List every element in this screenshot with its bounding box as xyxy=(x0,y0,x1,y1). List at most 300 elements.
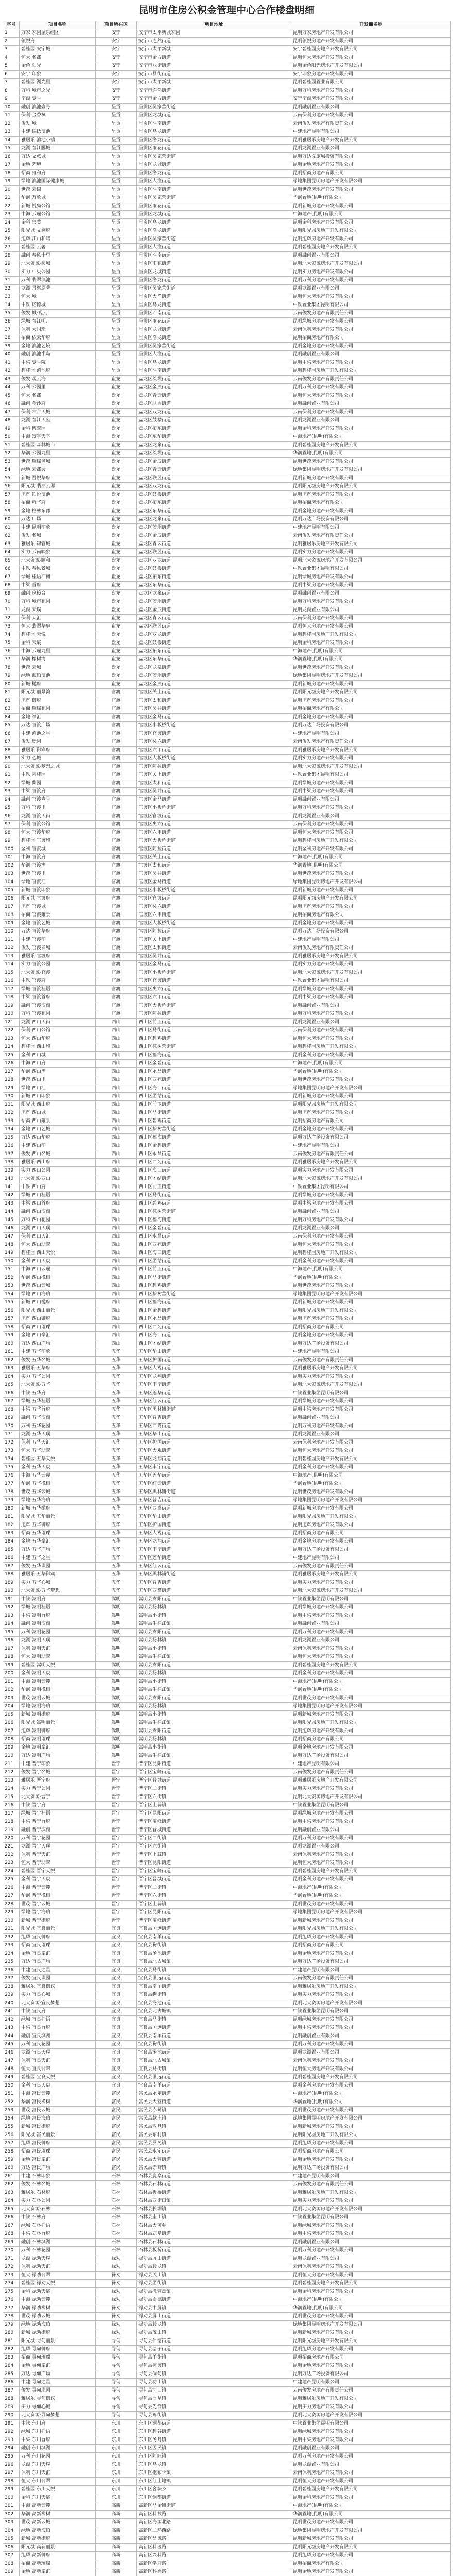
cell-serial: 61 xyxy=(3,524,20,532)
cell-serial: 119 xyxy=(3,1002,20,1010)
cell-project-name: 保利·天汇 xyxy=(20,615,96,623)
table-row xyxy=(3,310,451,318)
cell-developer: 中铁置业集团昆明有限公司 xyxy=(291,977,451,986)
cell-developer: 昆明恒大房地产开发有限公司 xyxy=(291,1653,451,1662)
cell-address: 五华区丰宁街道 xyxy=(137,1546,291,1554)
cell-serial: 40 xyxy=(3,351,20,359)
cell-serial: 208 xyxy=(3,1736,20,1744)
cell-address: 高新区兴科路 xyxy=(137,2552,291,2560)
cell-developer: 中建地产昆明有限公司 xyxy=(291,1760,451,1769)
table-row xyxy=(3,2164,451,2173)
table-row xyxy=(3,1678,451,1686)
cell-address: 宜良县马街镇 xyxy=(137,2016,291,2024)
table-row xyxy=(3,2445,451,2453)
cell-project-name: 绿地·富民海珀 xyxy=(20,2115,96,2123)
cell-serial: 194 xyxy=(3,1620,20,1629)
cell-address: 官渡区关上街道 xyxy=(137,689,291,697)
cell-serial: 224 xyxy=(3,1868,20,1876)
cell-address: 宜良县汤池街道 xyxy=(137,1950,291,1958)
cell-district: 高新 xyxy=(96,2552,137,2560)
cell-district: 西山 xyxy=(96,1068,137,1076)
cell-district: 盘龙 xyxy=(96,507,137,516)
cell-serial: 244 xyxy=(3,2032,20,2041)
table-row xyxy=(3,1999,451,2008)
cell-address: 富民县大营街道 xyxy=(137,2156,291,2164)
cell-developer: 昆明招商房地产有限公司 xyxy=(291,1530,451,1538)
cell-address: 盘龙区金辰街道 xyxy=(137,458,291,466)
table-row xyxy=(3,1117,451,1126)
cell-serial: 115 xyxy=(3,969,20,977)
cell-developer: 昆明恒大房地产开发有限公司 xyxy=(291,54,451,62)
cell-serial: 10 xyxy=(3,104,20,112)
table-row xyxy=(3,714,451,722)
table-row xyxy=(3,1340,451,1348)
cell-project-name: 金地·西山艺城 xyxy=(20,1126,96,1134)
cell-serial: 223 xyxy=(3,1859,20,1868)
cell-address: 嵩明县小街镇 xyxy=(137,1711,291,1719)
cell-serial: 246 xyxy=(3,2049,20,2057)
table-row xyxy=(3,268,451,277)
cell-project-name: 恒大·五华翡翠 xyxy=(20,1447,96,1455)
cell-developer: 昆明碧桂园房地产开发有限公司 xyxy=(291,1043,451,1052)
cell-address: 官渡区官渡街道 xyxy=(137,895,291,903)
cell-district: 呈贡 xyxy=(96,235,137,244)
cell-project-name: 龙湖·官渡天街 xyxy=(20,812,96,821)
cell-serial: 156 xyxy=(3,1307,20,1315)
cell-district: 寻甸 xyxy=(96,2362,137,2370)
table-row xyxy=(3,2107,451,2115)
cell-developer: 昆明阳光城房地产开发有限公司 xyxy=(291,1307,451,1315)
cell-address: 寻甸县河口镇 xyxy=(137,2387,291,2395)
cell-address: 官渡区太和街道 xyxy=(137,697,291,705)
cell-address: 五华区西翥街道 xyxy=(137,1505,291,1513)
table-row xyxy=(3,2098,451,2107)
cell-district: 禄劝 xyxy=(96,2329,137,2337)
cell-district: 晋宁 xyxy=(96,1760,137,1769)
cell-serial: 133 xyxy=(3,1117,20,1126)
cell-serial: 277 xyxy=(3,2304,20,2313)
cell-developer: 昆明世茂房地产开发有限公司 xyxy=(291,1282,451,1291)
cell-district: 安宁 xyxy=(96,29,137,38)
cell-address: 呈贡区乌龙街道 xyxy=(137,301,291,310)
cell-district: 富民 xyxy=(96,2156,137,2164)
cell-project-name: 恒大·名都 xyxy=(20,392,96,400)
cell-address: 盘龙区东华街道 xyxy=(137,582,291,590)
cell-address: 东川区因民镇 xyxy=(137,2445,291,2453)
cell-serial: 135 xyxy=(3,1134,20,1142)
cell-serial: 120 xyxy=(3,1010,20,1019)
cell-address: 嵩明县嵩阳街道 xyxy=(137,1694,291,1703)
cell-project-name: 融创·滇池半岛 xyxy=(20,351,96,359)
cell-address: 寻甸县功山镇 xyxy=(137,2379,291,2387)
table-row xyxy=(3,953,451,961)
table-row xyxy=(3,845,451,854)
cell-developer: 昆明招商房地产有限公司 xyxy=(291,499,451,507)
cell-district: 盘龙 xyxy=(96,458,137,466)
cell-developer: 昆明阳光城房地产开发有限公司 xyxy=(291,2131,451,2140)
cell-district: 呈贡 xyxy=(96,326,137,334)
cell-developer: 昆明万达广场投资有限公司 xyxy=(291,2370,451,2379)
cell-district: 官渡 xyxy=(96,953,137,961)
cell-serial: 295 xyxy=(3,2453,20,2461)
cell-serial: 47 xyxy=(3,409,20,417)
table-row xyxy=(3,1398,451,1406)
cell-developer: 昆明阳光城房地产开发有限公司 xyxy=(291,483,451,491)
cell-developer: 中海地产(昆明)有限公司 xyxy=(291,854,451,862)
cell-developer: 昆明碧桂园房地产开发有限公司 xyxy=(291,2074,451,2082)
cell-serial: 299 xyxy=(3,2486,20,2494)
cell-address: 盘龙区拓东街道 xyxy=(137,499,291,507)
cell-address: 五华区丰宁街道 xyxy=(137,1464,291,1472)
table-row xyxy=(3,779,451,788)
cell-project-name: 华润·高新橡树 xyxy=(20,2511,96,2519)
cell-serial: 97 xyxy=(3,821,20,829)
cell-serial: 65 xyxy=(3,557,20,565)
cell-district: 晋宁 xyxy=(96,1802,137,1810)
cell-serial: 149 xyxy=(3,1249,20,1258)
cell-address: 高新区海源北路 xyxy=(137,2519,291,2527)
cell-district: 呈贡 xyxy=(96,334,137,343)
cell-address: 石林县圭山镇 xyxy=(137,2214,291,2222)
cell-project-name: 雅居乐·五华府 xyxy=(20,1365,96,1373)
cell-project-name: 新城·五华樾府 xyxy=(20,1505,96,1513)
cell-developer: 昆明北大资源房地产开发有限公司 xyxy=(291,557,451,565)
cell-serial: 217 xyxy=(3,1810,20,1818)
cell-serial: 177 xyxy=(3,1480,20,1488)
cell-district: 官渡 xyxy=(96,977,137,986)
cell-address: 官渡区六甲街道 xyxy=(137,829,291,837)
cell-address: 宜良县南羊街道 xyxy=(137,1983,291,1991)
table-row xyxy=(3,1620,451,1629)
cell-district: 呈贡 xyxy=(96,367,137,376)
cell-district: 盘龙 xyxy=(96,483,137,491)
cell-project-name: 绿地·官渡汇 xyxy=(20,878,96,887)
cell-district: 呈贡 xyxy=(96,170,137,178)
cell-serial: 17 xyxy=(3,161,20,170)
cell-serial: 66 xyxy=(3,565,20,573)
cell-project-name: 万达·文旅城 xyxy=(20,153,96,161)
table-row xyxy=(3,936,451,944)
cell-developer: 昆明金色阳光房地产开发有限公司 xyxy=(291,62,451,71)
cell-district: 宜良 xyxy=(96,2049,137,2057)
cell-address: 晋宁区上蒜镇 xyxy=(137,1802,291,1810)
cell-serial: 171 xyxy=(3,1431,20,1439)
cell-address: 西山区金碧街道 xyxy=(137,1307,291,1315)
cell-developer: 昆明龙湖置业有限公司 xyxy=(291,2255,451,2263)
table-row xyxy=(3,1727,451,1736)
cell-developer: 昆明北大资源房地产开发有限公司 xyxy=(291,260,451,268)
table-row xyxy=(3,862,451,870)
cell-project-name: 碧桂园·森林城市 xyxy=(20,442,96,450)
cell-project-name: 中建·滇池之星 xyxy=(20,730,96,738)
cell-serial: 254 xyxy=(3,2115,20,2123)
cell-developer: 昆明龙湖置业有限公司 xyxy=(291,2461,451,2469)
cell-address: 安宁市金方街道 xyxy=(137,95,291,104)
cell-serial: 264 xyxy=(3,2197,20,2206)
cell-address: 西山区碧鸡街道 xyxy=(137,1200,291,1208)
cell-project-name: 中铁·春风景城 xyxy=(20,565,96,573)
cell-serial: 126 xyxy=(3,1060,20,1068)
cell-district: 东川 xyxy=(96,2453,137,2461)
cell-district: 石林 xyxy=(96,2173,137,2181)
cell-developer: 昆明北大资源房地产开发有限公司 xyxy=(291,1381,451,1389)
cell-developer: 昆明万科房地产开发有限公司 xyxy=(291,2247,451,2255)
cell-developer: 昆明中梁房地产开发有限公司 xyxy=(291,359,451,367)
table-row xyxy=(3,1167,451,1175)
cell-district: 官渡 xyxy=(96,870,137,878)
cell-serial: 18 xyxy=(3,170,20,178)
cell-developer: 昆明金地房地产开发有限公司 xyxy=(291,920,451,928)
cell-serial: 215 xyxy=(3,1793,20,1802)
cell-district: 盘龙 xyxy=(96,474,137,483)
cell-project-name: 恒大·名都 xyxy=(20,54,96,62)
table-row xyxy=(3,1315,451,1324)
cell-project-name: 绿城·官渡桂语 xyxy=(20,986,96,994)
cell-address: 西山区海口街道 xyxy=(137,1084,291,1093)
table-row xyxy=(3,235,451,244)
cell-address: 官渡区小板桥街道 xyxy=(137,722,291,730)
cell-serial: 48 xyxy=(3,417,20,425)
cell-address: 西山区马街街道 xyxy=(137,1274,291,1282)
cell-district: 嵩明 xyxy=(96,1744,137,1752)
table-row xyxy=(3,656,451,664)
cell-address: 晋宁区晋城街道 xyxy=(137,1876,291,1884)
cell-address: 嵩明县嵩阳街道 xyxy=(137,1727,291,1736)
cell-district: 官渡 xyxy=(96,878,137,887)
cell-serial: 176 xyxy=(3,1472,20,1480)
cell-district: 石林 xyxy=(96,2222,137,2230)
cell-serial: 270 xyxy=(3,2247,20,2255)
cell-district: 晋宁 xyxy=(96,1901,137,1909)
cell-project-name: 中海·嵩明云麓 xyxy=(20,1678,96,1686)
cell-developer: 昆明阳光城房地产开发有限公司 xyxy=(291,895,451,903)
cell-developer: 昆明金地房地产开发有限公司 xyxy=(291,507,451,516)
table-row xyxy=(3,2337,451,2346)
cell-project-name: 雅居乐·锦官城 xyxy=(20,540,96,549)
cell-district: 寻甸 xyxy=(96,2387,137,2395)
table-row xyxy=(3,2263,451,2272)
cell-project-name: 龙湖·西山天街 xyxy=(20,1019,96,1027)
table-row xyxy=(3,252,451,260)
cell-project-name: 万达·宜良广场 xyxy=(20,1958,96,1967)
cell-district: 西山 xyxy=(96,1299,137,1307)
cell-address: 石林县长湖镇 xyxy=(137,2206,291,2214)
cell-address: 官渡区六甲街道 xyxy=(137,911,291,920)
cell-address: 盘龙区龙泉街道 xyxy=(137,590,291,598)
cell-address: 五华区西翥街道 xyxy=(137,1587,291,1596)
cell-project-name: 保利·五华天汇 xyxy=(20,1439,96,1447)
table-row xyxy=(3,2032,451,2041)
cell-address: 官渡区官渡街道 xyxy=(137,977,291,986)
table-row xyxy=(3,854,451,862)
cell-district: 官渡 xyxy=(96,689,137,697)
cell-address: 盘龙区金辰街道 xyxy=(137,681,291,689)
cell-district: 东川 xyxy=(96,2428,137,2436)
cell-developer: 昆明恒大房地产开发有限公司 xyxy=(291,2272,451,2280)
cell-serial: 241 xyxy=(3,2008,20,2016)
cell-serial: 229 xyxy=(3,1909,20,1917)
cell-serial: 165 xyxy=(3,1381,20,1389)
cell-project-name: 碧桂园·禄劝天悦 xyxy=(20,2280,96,2288)
cell-district: 官渡 xyxy=(96,763,137,771)
cell-developer: 云南俊发房地产有限责任公司 xyxy=(291,1769,451,1777)
cell-serial: 31 xyxy=(3,277,20,285)
cell-address: 呈贡区乌龙街道 xyxy=(137,359,291,367)
cell-developer: 昆明碧桂园房地产开发有限公司 xyxy=(291,1455,451,1464)
cell-developer: 昆明旭辉房地产开发有限公司 xyxy=(291,2346,451,2354)
cell-address: 晋宁区六街镇 xyxy=(137,1843,291,1851)
cell-district: 盘龙 xyxy=(96,598,137,606)
cell-district: 嵩明 xyxy=(96,1637,137,1645)
cell-project-name: 万达·西山华府 xyxy=(20,1134,96,1142)
cell-developer: 昆明融创置业有限公司 xyxy=(291,104,451,112)
cell-project-name: 俊发·城 xyxy=(20,120,96,128)
cell-developer: 昆明恒大房地产开发有限公司 xyxy=(291,1447,451,1455)
cell-project-name: 碧桂园·东川天悦 xyxy=(20,2486,96,2494)
cell-address: 西山区马街街道 xyxy=(137,1027,291,1035)
table-row xyxy=(3,961,451,969)
cell-address: 禄劝县中屏镇 xyxy=(137,2304,291,2313)
cell-address: 官渡区大板桥街道 xyxy=(137,837,291,845)
cell-serial: 205 xyxy=(3,1711,20,1719)
cell-district: 盘龙 xyxy=(96,392,137,400)
cell-project-name: 金地·高新峯汇 xyxy=(20,2568,96,2576)
cell-project-name: 华润·公园九里 xyxy=(20,450,96,458)
cell-serial: 98 xyxy=(3,829,20,837)
cell-serial: 127 xyxy=(3,1068,20,1076)
table-row xyxy=(3,2041,451,2049)
cell-serial: 91 xyxy=(3,771,20,779)
cell-developer: 昆明阳光城房地产开发有限公司 xyxy=(291,1513,451,1521)
cell-district: 官渡 xyxy=(96,911,137,920)
table-row xyxy=(3,549,451,557)
cell-project-name: 绿地·高新海珀 xyxy=(20,2527,96,2535)
cell-developer: 昆明万达广场投资有限公司 xyxy=(291,1134,451,1142)
cell-address: 盘龙区东华街道 xyxy=(137,433,291,442)
cell-developer: 昆明世茂房地产开发有限公司 xyxy=(291,1694,451,1703)
cell-address: 禄劝县茂山镇 xyxy=(137,2329,291,2337)
table-row xyxy=(3,2197,451,2206)
cell-address: 盘龙区联盟街道 xyxy=(137,623,291,631)
cell-project-name: 新城·悦隽公馆 xyxy=(20,202,96,211)
cell-developer: 中建地产昆明有限公司 xyxy=(291,2379,451,2387)
table-row xyxy=(3,1777,451,1785)
cell-address: 禄劝县转龙镇 xyxy=(137,2263,291,2272)
cell-district: 宜良 xyxy=(96,2032,137,2041)
table-row xyxy=(3,1216,451,1225)
table-row xyxy=(3,499,451,507)
cell-project-name: 中梁·首府 xyxy=(20,582,96,590)
table-row xyxy=(3,128,451,137)
cell-project-name: 金科·西山天宸 xyxy=(20,1258,96,1266)
cell-project-name: 俊发·官渡名城 xyxy=(20,944,96,953)
cell-district: 呈贡 xyxy=(96,128,137,137)
cell-serial: 2 xyxy=(3,38,20,46)
cell-project-name: 中铁·五华府 xyxy=(20,1389,96,1398)
cell-project-name: 北大资源·晋宁 xyxy=(20,1793,96,1802)
cell-serial: 188 xyxy=(3,1571,20,1579)
table-row xyxy=(3,730,451,738)
table-row xyxy=(3,1200,451,1208)
table-row xyxy=(3,573,451,582)
cell-district: 五华 xyxy=(96,1513,137,1521)
cell-serial: 55 xyxy=(3,474,20,483)
cell-project-name: 世茂·五华云城 xyxy=(20,1488,96,1497)
table-row xyxy=(3,1967,451,1975)
cell-address: 西山区福海街道 xyxy=(137,1134,291,1142)
cell-project-name: 华润·西山橡树 xyxy=(20,1274,96,1282)
table-row xyxy=(3,450,451,458)
cell-serial: 110 xyxy=(3,928,20,936)
cell-project-name: 金科·天宸 xyxy=(20,639,96,648)
cell-project-name: 阳光城·西山丽景 xyxy=(20,1307,96,1315)
cell-address: 五华区护国街道 xyxy=(137,1521,291,1530)
cell-address: 晋宁区昆阳街道 xyxy=(137,1909,291,1917)
cell-developer: 昆明融创置业有限公司 xyxy=(291,1414,451,1422)
cell-serial: 296 xyxy=(3,2461,20,2469)
cell-district: 官渡 xyxy=(96,747,137,755)
cell-project-name: 中海·云麓九里 xyxy=(20,648,96,656)
cell-district: 高新 xyxy=(96,2544,137,2552)
table-row xyxy=(3,1884,451,1892)
table-row xyxy=(3,1291,451,1299)
table-row xyxy=(3,1876,451,1884)
cell-address: 嵩明县牛栏江镇 xyxy=(137,1620,291,1629)
cell-project-name: 俊发·五华名城 xyxy=(20,1357,96,1365)
table-row xyxy=(3,1324,451,1332)
cell-district: 盘龙 xyxy=(96,664,137,672)
table-row xyxy=(3,1579,451,1587)
table-row xyxy=(3,1629,451,1637)
cell-serial: 213 xyxy=(3,1777,20,1785)
cell-project-name: 绿地·嵩明海珀 xyxy=(20,1703,96,1711)
table-row xyxy=(3,1258,451,1266)
cell-developer: 昆明旭辉房地产开发有限公司 xyxy=(291,903,451,911)
cell-address: 宜良县狗街镇 xyxy=(137,2041,291,2049)
table-row xyxy=(3,557,451,565)
cell-address: 晋宁区晋城街道 xyxy=(137,1777,291,1785)
cell-developer: 昆明阳光城房地产开发有限公司 xyxy=(291,1925,451,1934)
cell-developer: 中铁置业集团昆明有限公司 xyxy=(291,2008,451,2016)
cell-project-name: 绿城·春江明月 xyxy=(20,318,96,326)
cell-developer: 昆明中梁房地产开发有限公司 xyxy=(291,1200,451,1208)
cell-address: 五华区华山街道 xyxy=(137,1348,291,1357)
cell-project-name: 华润·橡树湾 xyxy=(20,656,96,664)
cell-district: 五华 xyxy=(96,1373,137,1381)
table-row xyxy=(3,2008,451,2016)
cell-developer: 中海地产(昆明)有限公司 xyxy=(291,1060,451,1068)
table-row xyxy=(3,2469,451,2478)
cell-developer: 昆明新城房地产开发有限公司 xyxy=(291,1299,451,1307)
cell-district: 寻甸 xyxy=(96,2346,137,2354)
cell-developer: 昆明龙湖置业有限公司 xyxy=(291,1019,451,1027)
cell-address: 晋宁区昆阳街道 xyxy=(137,1810,291,1818)
cell-district: 五华 xyxy=(96,1439,137,1447)
cell-project-name: 实力·晋宁公园 xyxy=(20,1785,96,1793)
cell-serial: 228 xyxy=(3,1901,20,1909)
cell-developer: 昆明北大资源房地产开发有限公司 xyxy=(291,2412,451,2420)
table-row xyxy=(3,1060,451,1068)
cell-district: 五华 xyxy=(96,1563,137,1571)
cell-address: 安宁市金方街道 xyxy=(137,54,291,62)
cell-serial: 56 xyxy=(3,483,20,491)
cell-project-name: 中海·富民云麓 xyxy=(20,2090,96,2098)
table-row xyxy=(3,1711,451,1719)
cell-address: 高新区科技路 xyxy=(137,2511,291,2519)
cell-project-name: 俊发·宜良璟园 xyxy=(20,1975,96,1983)
cell-district: 高新 xyxy=(96,2519,137,2527)
cell-developer: 昆明实力房地产开发有限公司 xyxy=(291,1785,451,1793)
